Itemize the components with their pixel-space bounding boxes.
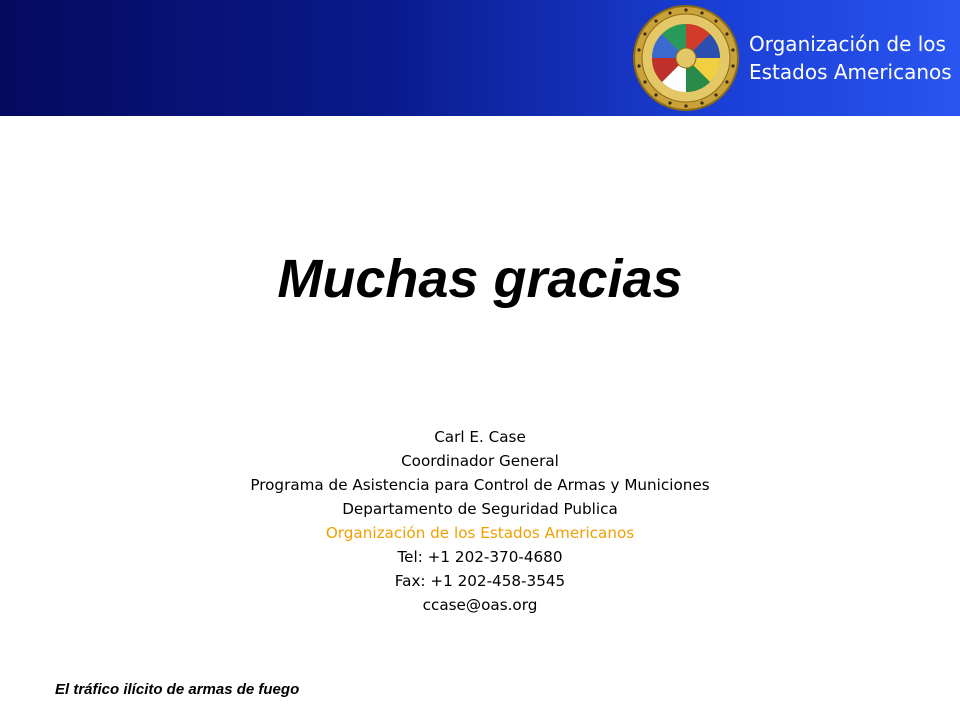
contact-program: Programa de Asistencia para Control de Armas y Municiones bbox=[250, 476, 710, 494]
contact-name: Carl E. Case bbox=[434, 428, 526, 446]
contact-tel: Tel: +1 202-370-4680 bbox=[397, 548, 563, 566]
contact-block bbox=[0, 425, 960, 617]
oas-seal-icon bbox=[632, 4, 740, 112]
contact-organization: Organización de los Estados Americanos bbox=[325, 524, 635, 542]
footer-text: El tráfico ilícito de armas de fuego bbox=[55, 681, 300, 698]
contact-role: Coordinador General bbox=[401, 452, 559, 470]
organization-name bbox=[749, 30, 952, 86]
contact-email: ccase@oas.org bbox=[422, 596, 538, 614]
org-name-line1: Organización de los bbox=[749, 32, 946, 56]
header-bar bbox=[0, 0, 960, 116]
contact-department: Departamento de Seguridad Publica bbox=[342, 500, 618, 518]
org-name-line2: Estados Americanos bbox=[749, 60, 952, 84]
page-title: Muchas gracias bbox=[277, 249, 683, 309]
contact-fax: Fax: +1 202-458-3545 bbox=[394, 572, 566, 590]
